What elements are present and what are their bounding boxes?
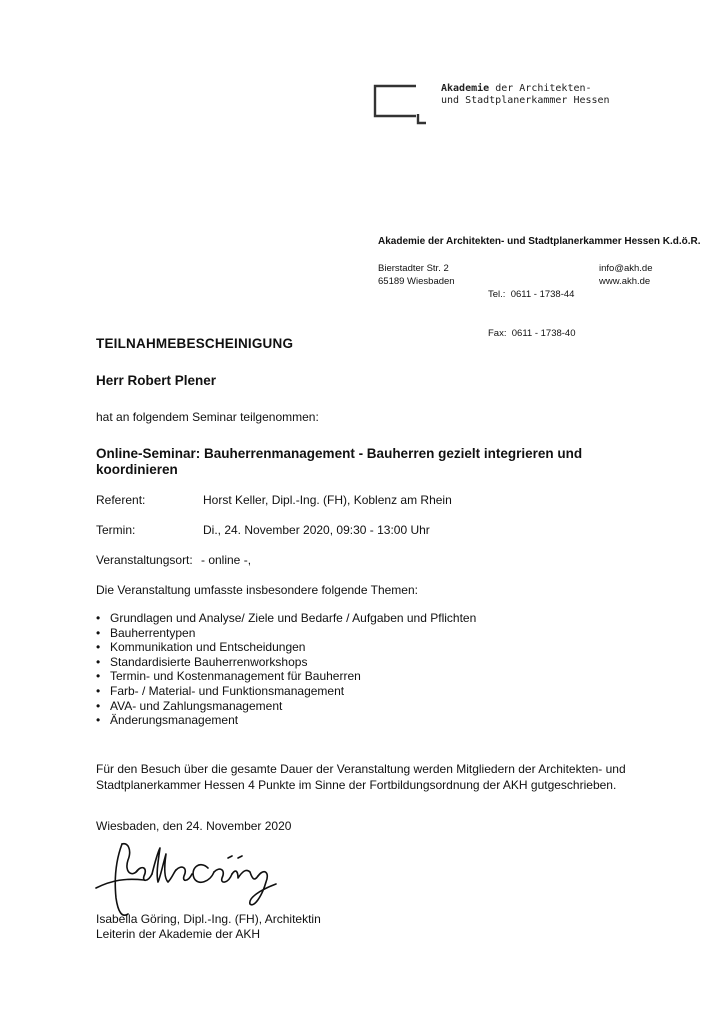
signer-role: Leiterin der Akademie der AKH xyxy=(96,927,261,941)
referent-value: Horst Keller, Dipl.-Ing. (FH), Koblenz am Rhein xyxy=(203,493,452,507)
list-item: • Änderungsmanagement xyxy=(96,713,239,728)
letterhead-web[interactable]: www.akh.de xyxy=(599,276,651,287)
logo-text xyxy=(441,83,610,107)
akh-bracket-logo-icon xyxy=(372,83,428,125)
letterhead-address xyxy=(378,262,455,288)
list-item: • Termin- und Kostenmanagement für Bauherren xyxy=(96,669,361,684)
letterhead-fax: Fax: 0611 - 1738-40 xyxy=(488,328,576,339)
list-item: • Bauherrentypen xyxy=(96,625,196,640)
list-item: • Farb- / Material- und Funktionsmanagement xyxy=(96,683,345,698)
bullet-icon: • xyxy=(96,713,101,728)
referent-label: Referent: xyxy=(96,493,146,507)
bullet-icon: • xyxy=(96,611,101,625)
bullet-icon: • xyxy=(96,669,101,684)
list-item: • Standardisierte Bauherrenworkshops xyxy=(96,654,308,669)
list-item: • Grundlagen und Analyse/ Ziele und Bedarfe / Aufgaben und Pflichten xyxy=(96,611,477,625)
place-date: Wiesbaden, den 24. November 2020 xyxy=(96,819,292,833)
topics-intro: Die Veranstaltung umfasste insbesondere folgende Themen: xyxy=(96,583,418,597)
credit-paragraph: Für den Besuch über die gesamte Dauer der Veranstaltung werden Mitgliedern der Architekten- und Stadtplanerkammer Hessen 4 Punkte im Sinne der Fortbildungsordnung der AKH gutgeschrieben. xyxy=(96,762,626,792)
bullet-icon: • xyxy=(96,683,101,698)
letterhead-street: Bierstadter Str. 2 xyxy=(378,263,449,274)
bullet-icon: • xyxy=(96,640,101,655)
intro-text: hat an folgendem Seminar teilgenommen: xyxy=(96,410,319,424)
ort-value: - online -, xyxy=(201,553,252,567)
document-title: TEILNAHMEBESCHEINIGUNG xyxy=(96,336,294,351)
logo-line1-rest: der Architekten- xyxy=(489,83,592,94)
letterhead-org-name: Akademie der Architekten- und Stadtplanerkammer Hessen K.d.ö.R. xyxy=(378,236,701,247)
termin-value: Di., 24. November 2020, 09:30 - 13:00 Uhr xyxy=(203,523,430,537)
letterhead-contact xyxy=(599,262,652,288)
letterhead-phone xyxy=(488,262,576,353)
list-item: • AVA- und Zahlungsmanagement xyxy=(96,698,283,713)
seminar-title: Online-Seminar: Bauherrenmanagement - Bauherren gezielt integrieren und koordinieren xyxy=(96,446,583,477)
letterhead-tel: Tel.: 0611 - 1738-44 xyxy=(488,289,575,300)
letterhead-email[interactable]: info@akh.de xyxy=(599,263,653,274)
logo-line1-bold: Akademie xyxy=(441,83,490,94)
signature-icon xyxy=(92,838,292,920)
letterhead-city: 65189 Wiesbaden xyxy=(378,276,455,287)
bullet-icon: • xyxy=(96,698,101,713)
topics-list xyxy=(96,611,476,728)
ort-label: Veranstaltungsort: xyxy=(96,553,193,567)
signer-name: Isabella Göring, Dipl.-Ing. (FH), Architektin xyxy=(96,912,321,926)
logo-line2: und Stadtplanerkammer Hessen xyxy=(441,95,610,106)
recipient-name: Herr Robert Plener xyxy=(96,373,217,388)
list-item: • Kommunikation und Entscheidungen xyxy=(96,640,306,655)
bullet-icon: • xyxy=(96,654,101,669)
termin-label: Termin: xyxy=(96,523,136,537)
bullet-icon: • xyxy=(96,625,101,640)
